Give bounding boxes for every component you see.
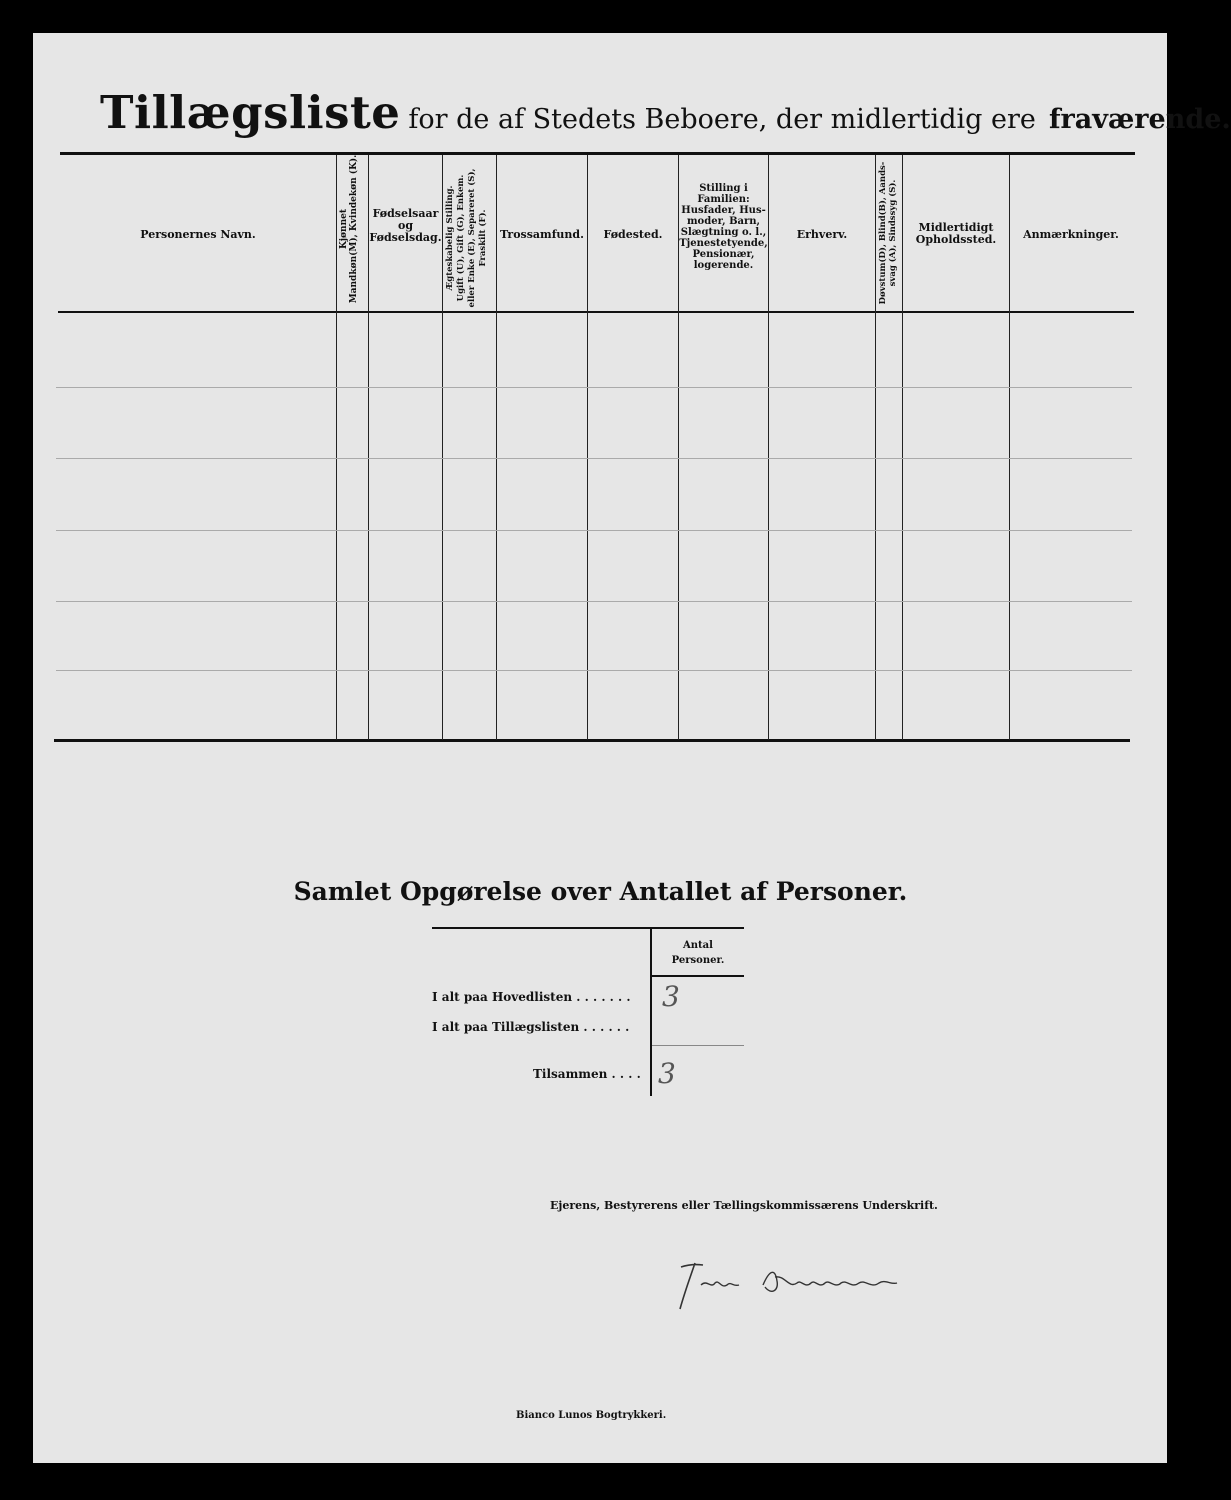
header-family-role: Stilling i Familien: Husfader, Hus- moder, Barn, Slægtning o. l., Tjenestetyende, Pensionær, logerende. [679, 183, 768, 271]
summary-total-value: 3 [658, 1057, 676, 1090]
title-subtitle: for de af Stedets Beboere, der midlertidig ere [408, 104, 1036, 135]
col-divider [768, 155, 769, 740]
row-divider [56, 530, 1132, 531]
col-divider [875, 155, 876, 740]
summary-total-label: Tilsammen . . . . [533, 1067, 641, 1081]
row-divider [56, 601, 1132, 602]
row-divider [56, 458, 1132, 459]
row-divider [56, 387, 1132, 388]
col-divider [1009, 155, 1010, 740]
summary-main-list-value: 3 [662, 980, 680, 1013]
header-name: Personernes Navn. [140, 228, 256, 241]
summary-main-list-label: I alt paa Hovedlisten . . . . . . . [432, 990, 631, 1004]
summary-col-rule [651, 975, 744, 977]
row-divider [56, 670, 1132, 671]
census-form-page [33, 33, 1167, 1463]
table-top-rule [60, 152, 1135, 155]
header-birthplace: Fødested. [603, 228, 663, 241]
summary-sub-rule [651, 1045, 744, 1046]
col-divider [442, 155, 443, 740]
header-bottom-rule [58, 311, 1134, 313]
summary-col-header: Antal Personer. [671, 940, 725, 966]
header-gender: Kjønnet Mandkøn(M), Kvindekøn (K). [339, 154, 359, 304]
header-occupation: Erhverv. [796, 228, 848, 241]
table-bottom-rule [54, 739, 1130, 742]
summary-supplement-label: I alt paa Tillægslisten . . . . . . [432, 1020, 630, 1034]
header-temp-residence: Midlertidigt Opholdssted. [915, 221, 997, 246]
col-divider [587, 155, 588, 740]
summary-top-rule [432, 927, 744, 929]
signature-caption: Ejerens, Bestyrerens eller Tællingskommissærens Underskrift. [550, 1199, 938, 1212]
form-title [100, 86, 1231, 139]
col-divider [336, 155, 337, 740]
title-emphasis: fraværende. [1048, 104, 1231, 135]
header-remarks: Anmærkninger. [1023, 228, 1119, 241]
title-main: Tillægsliste [100, 86, 401, 139]
header-religion: Trossamfund. [500, 228, 584, 241]
header-disability: Døvstum(D), Blind(B), Aands- svag (A), Sindssyg (S). [878, 161, 898, 305]
header-birth: Fødselsaar og Fødselsdag. [369, 207, 442, 244]
summary-title: Samlet Opgørelse over Antallet af Personer. [293, 877, 908, 906]
printer-imprint: Bianco Lunos Bogtrykkeri. [516, 1410, 667, 1421]
handwritten-signature [665, 1255, 900, 1315]
header-marital: Ægteskabelig Stilling. Ugift (U), Gift (G), Enkem. eller Enke (E), Separeret (S), Fraskilt (F). [445, 168, 488, 308]
col-divider [496, 155, 497, 740]
